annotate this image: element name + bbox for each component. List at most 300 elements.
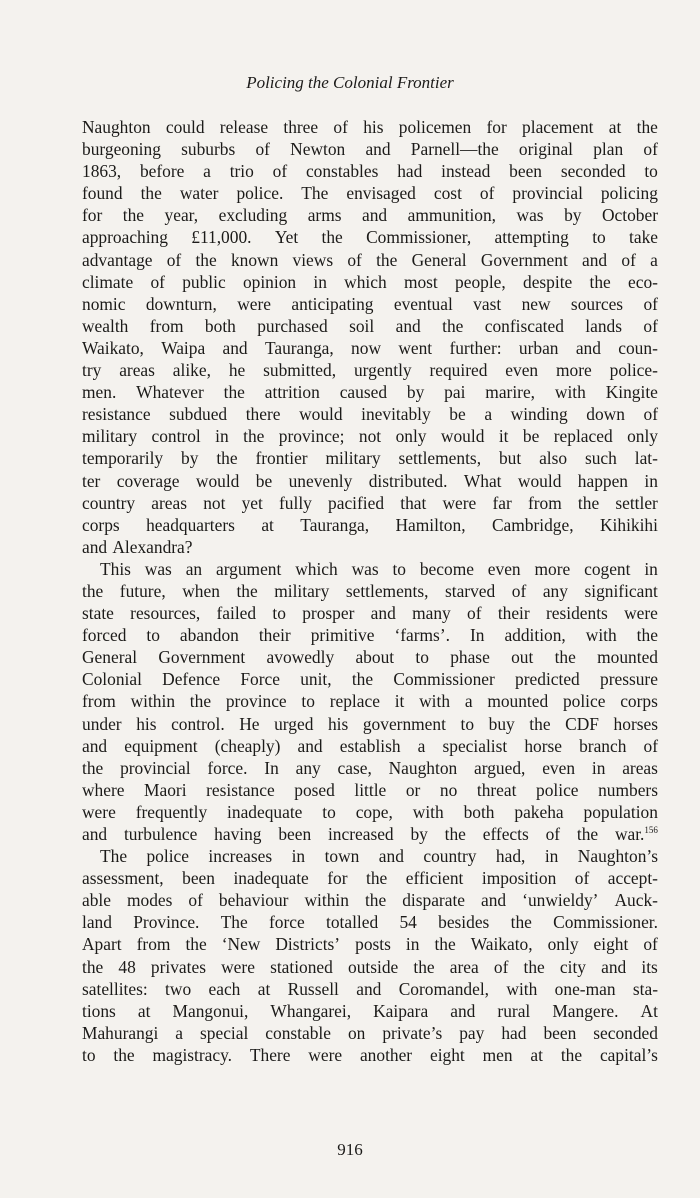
word: tions xyxy=(82,1000,116,1021)
word: been xyxy=(543,1022,577,1043)
word: for xyxy=(82,205,103,226)
word: a xyxy=(175,1022,184,1043)
word: horse xyxy=(524,735,562,756)
text-line xyxy=(82,801,658,823)
word: new xyxy=(521,293,551,314)
word: posed xyxy=(294,779,335,800)
word: Mahurangi xyxy=(82,1022,159,1043)
word: any xyxy=(542,580,568,601)
word: Waikato, xyxy=(82,337,144,358)
word: assessment, xyxy=(82,868,164,889)
word: Auck- xyxy=(614,890,658,911)
word: totalled xyxy=(326,912,379,933)
text-line xyxy=(82,602,658,624)
word: required xyxy=(429,360,488,381)
word: at xyxy=(530,1044,543,1065)
word: envisaged xyxy=(346,183,416,204)
word: of xyxy=(643,934,658,955)
word: phase xyxy=(450,647,490,668)
word: military xyxy=(274,580,330,601)
text-line xyxy=(82,138,658,160)
word: Kingite xyxy=(605,382,658,403)
word: future, xyxy=(119,580,166,601)
word: were xyxy=(221,956,255,977)
word: Kaipara xyxy=(373,1000,429,1021)
word: of xyxy=(621,249,636,270)
text-line xyxy=(82,757,658,779)
word: increases xyxy=(208,846,273,867)
word: from xyxy=(527,492,562,513)
word: by xyxy=(406,382,425,403)
word: three xyxy=(283,117,319,137)
word: would xyxy=(195,470,240,491)
word: out xyxy=(511,647,534,668)
word: police xyxy=(562,691,606,712)
word: resistance xyxy=(206,779,275,800)
word: and xyxy=(365,139,391,160)
word: and xyxy=(395,315,421,336)
word: corps xyxy=(620,691,658,712)
word: Parnell—the xyxy=(410,139,499,160)
word: take xyxy=(629,227,658,248)
running-head: Policing the Colonial Frontier xyxy=(246,73,454,92)
word: little xyxy=(354,779,387,800)
word: in xyxy=(591,757,606,778)
text-line xyxy=(82,226,658,248)
word: even xyxy=(487,558,521,579)
word: of xyxy=(643,315,658,336)
word: the xyxy=(216,448,238,469)
word: of xyxy=(255,139,270,160)
word: by xyxy=(410,824,428,844)
word: opinion xyxy=(242,271,297,292)
word: the xyxy=(82,757,104,778)
word: year, xyxy=(164,205,199,226)
word: constables xyxy=(305,161,379,182)
word: to xyxy=(272,603,286,624)
word: Naughton xyxy=(388,757,458,778)
word: (cheaply) xyxy=(214,735,281,756)
word: unevenly xyxy=(288,470,353,491)
word: an xyxy=(185,558,203,579)
word: abandon xyxy=(179,625,239,646)
word: starved xyxy=(444,580,496,601)
word: force xyxy=(269,912,305,933)
word: the xyxy=(529,713,551,734)
word: anticipating xyxy=(291,293,374,314)
word: military xyxy=(325,448,381,469)
word: excluding xyxy=(218,205,288,226)
word: yet xyxy=(241,492,263,513)
text-line xyxy=(82,845,658,867)
word: settler xyxy=(615,492,658,513)
word: residents xyxy=(545,603,608,624)
footnote-ref: 156 xyxy=(644,825,658,835)
word: capital’s xyxy=(599,1044,658,1065)
word: only xyxy=(395,426,427,447)
word: and xyxy=(297,735,323,756)
word: wealth xyxy=(82,315,129,336)
word: even xyxy=(542,757,576,778)
word: soil xyxy=(349,315,375,336)
word: be xyxy=(255,470,273,491)
word: police xyxy=(536,779,579,800)
word: and xyxy=(356,978,382,999)
word: his xyxy=(136,713,157,734)
word: in xyxy=(215,426,229,447)
word: of xyxy=(333,117,348,137)
text-line xyxy=(82,779,658,801)
word: country xyxy=(82,492,136,513)
word: with xyxy=(554,382,586,403)
word: was xyxy=(351,558,379,579)
word: of xyxy=(643,139,658,160)
word: and xyxy=(222,337,248,358)
text-line xyxy=(82,735,658,757)
word: significant xyxy=(584,580,658,601)
word: and xyxy=(362,205,388,226)
word: in xyxy=(644,558,658,579)
word: unit, xyxy=(300,669,332,690)
word: of xyxy=(511,580,527,601)
word: area xyxy=(449,956,479,977)
text-line xyxy=(82,933,658,955)
word: could xyxy=(165,117,205,137)
word: with xyxy=(506,978,538,999)
word: 1863, xyxy=(82,161,122,182)
word: the xyxy=(376,249,398,270)
word: and xyxy=(481,890,507,911)
word: and xyxy=(378,846,404,867)
word: when xyxy=(182,580,220,601)
word: Apart xyxy=(82,934,122,955)
word: temporarily xyxy=(82,448,164,469)
word: by xyxy=(181,448,199,469)
word: the xyxy=(523,956,545,977)
word: went xyxy=(398,337,433,358)
word: public xyxy=(182,271,226,292)
word: and xyxy=(582,249,608,270)
word: urban xyxy=(518,337,559,358)
word: eight xyxy=(593,934,629,955)
word: pay xyxy=(459,1022,485,1043)
word: most xyxy=(403,271,438,292)
word: with xyxy=(419,691,451,712)
word: only xyxy=(627,426,658,447)
text-line xyxy=(82,1000,658,1022)
word: Maori xyxy=(144,779,187,800)
text-line xyxy=(82,381,658,403)
word: provincial xyxy=(512,183,583,204)
text-line xyxy=(82,646,658,668)
text-line xyxy=(82,558,658,580)
word: In xyxy=(264,757,279,778)
page-number: 916 xyxy=(337,1140,363,1159)
text-line xyxy=(82,315,658,337)
word: mounted xyxy=(597,647,658,668)
word: the xyxy=(442,315,464,336)
word: two xyxy=(165,978,192,999)
word: only xyxy=(547,934,579,955)
word: Commissioner xyxy=(393,669,495,690)
word: of xyxy=(479,183,495,204)
word: The xyxy=(100,846,128,867)
word: been xyxy=(278,824,312,844)
text-line xyxy=(82,447,658,469)
word: pai xyxy=(444,382,466,403)
word: for xyxy=(486,117,507,137)
word: the xyxy=(351,669,374,690)
word: would xyxy=(299,404,343,425)
word: horses xyxy=(613,713,658,734)
word: there xyxy=(245,404,281,425)
word: of xyxy=(150,271,165,292)
text-line xyxy=(82,690,658,712)
word: Cambridge, xyxy=(491,514,574,535)
word: Yet xyxy=(274,227,299,248)
word: been xyxy=(182,868,215,889)
text-line xyxy=(82,116,658,138)
word: the xyxy=(636,117,658,137)
word: men. xyxy=(82,382,117,403)
word: to xyxy=(592,227,606,248)
body-text xyxy=(82,116,658,1066)
word: the xyxy=(82,956,104,977)
word: General xyxy=(82,647,138,668)
word: it xyxy=(498,426,509,447)
word: CDF xyxy=(565,713,599,734)
text-line xyxy=(82,249,658,271)
word: disparate xyxy=(402,890,465,911)
word: 48 xyxy=(118,956,136,977)
word: Province. xyxy=(133,912,200,933)
word: areas xyxy=(119,360,155,381)
word: by xyxy=(564,205,582,226)
word: that xyxy=(400,492,427,513)
word: privates xyxy=(150,956,206,977)
word: Whatever xyxy=(136,382,204,403)
word: both xyxy=(463,801,495,822)
word: He xyxy=(239,713,260,734)
word: of xyxy=(545,824,561,844)
word: £11,000. xyxy=(191,227,252,248)
word: to xyxy=(644,161,658,182)
word: Tauranga, xyxy=(300,514,370,535)
text-line xyxy=(82,514,658,536)
word: eight xyxy=(429,1044,465,1065)
word: coun- xyxy=(618,337,658,358)
word: to xyxy=(146,625,160,646)
text-line xyxy=(82,713,658,735)
word: special xyxy=(200,1022,249,1043)
word: October xyxy=(601,205,658,226)
word: attrition xyxy=(264,382,320,403)
word: had xyxy=(397,161,423,182)
word: not xyxy=(203,492,226,513)
word: rural xyxy=(497,1000,531,1021)
text-line xyxy=(82,911,658,933)
word: Government xyxy=(158,647,246,668)
text-line xyxy=(82,624,658,646)
word: the xyxy=(195,249,217,270)
word: urged xyxy=(274,713,314,734)
word: also xyxy=(539,448,568,469)
word: despite xyxy=(523,271,573,292)
word: town xyxy=(324,846,360,867)
word: frontier xyxy=(255,448,308,469)
word: the xyxy=(560,1044,583,1065)
word: Kihikihi xyxy=(599,514,658,535)
word: his xyxy=(363,117,384,137)
word: to xyxy=(460,713,475,734)
word: war.$^{156}$ xyxy=(614,824,658,844)
word: water xyxy=(179,183,219,204)
word: ‘unwieldy’ xyxy=(522,890,599,911)
word: marire, xyxy=(485,382,536,403)
word: Commissioner. xyxy=(553,912,658,933)
word: Waikato, xyxy=(470,934,533,955)
word: further: xyxy=(449,337,502,358)
word: ammunition, xyxy=(407,205,497,226)
word: now xyxy=(351,337,381,358)
word: resistance xyxy=(82,404,151,425)
word: equipment xyxy=(124,735,198,756)
word: cogent xyxy=(584,558,631,579)
word: the xyxy=(236,580,258,601)
text-line xyxy=(82,1022,658,1044)
word: the xyxy=(554,647,576,668)
word: able xyxy=(82,890,111,911)
word: threat xyxy=(476,779,517,800)
word: Hamilton, xyxy=(395,514,466,535)
word: was xyxy=(144,558,172,579)
word: Mangere. xyxy=(552,1000,619,1021)
word: posts xyxy=(355,934,391,955)
word: many xyxy=(412,603,451,624)
word: from xyxy=(82,691,116,712)
text-line xyxy=(82,403,658,425)
word: modes xyxy=(126,890,173,911)
word: corps xyxy=(82,514,120,535)
word: cost xyxy=(433,183,462,204)
word: one-man xyxy=(554,978,616,999)
text-line xyxy=(82,956,658,978)
word: more xyxy=(556,360,592,381)
word: under xyxy=(82,713,122,734)
word: at xyxy=(137,1000,151,1021)
word: happen xyxy=(577,470,629,491)
word: such xyxy=(584,448,617,469)
word: become xyxy=(419,558,474,579)
word: the xyxy=(321,227,343,248)
word: the xyxy=(223,382,245,403)
word: where xyxy=(82,779,125,800)
word: seconded xyxy=(593,1022,658,1043)
word: inevitably xyxy=(361,404,431,425)
word: province; xyxy=(278,426,345,447)
word: of xyxy=(272,161,288,182)
word: the xyxy=(185,934,207,955)
word: more xyxy=(534,558,571,579)
word: settlements, xyxy=(398,448,482,469)
word: provincial xyxy=(120,757,191,778)
word: branch xyxy=(579,735,627,756)
word: not xyxy=(358,426,382,447)
word: General xyxy=(411,249,467,270)
word: submitted, xyxy=(263,360,337,381)
word: the xyxy=(122,205,145,226)
word: try xyxy=(82,360,102,381)
word: replaced xyxy=(553,426,613,447)
word: resources, xyxy=(130,603,201,624)
word: Government xyxy=(480,249,568,270)
word: ‘farms’. xyxy=(394,625,450,646)
word: Waipa xyxy=(161,337,206,358)
word: subdued xyxy=(169,404,228,425)
word: In xyxy=(469,625,485,646)
word: Naughton xyxy=(82,117,151,137)
word: before xyxy=(139,161,185,182)
word: areas xyxy=(151,492,188,513)
word: lat- xyxy=(634,448,658,469)
word: with xyxy=(412,801,444,822)
word: coverage xyxy=(116,470,180,491)
word: control. xyxy=(171,713,225,734)
word: of xyxy=(347,249,362,270)
word: The xyxy=(220,912,248,933)
word: had xyxy=(501,1022,527,1043)
word: within xyxy=(304,890,349,911)
word: ter xyxy=(82,470,101,491)
word: Whangarei, xyxy=(270,1000,352,1021)
word: be xyxy=(449,404,466,425)
word: prosper xyxy=(302,603,355,624)
word: with xyxy=(585,625,617,646)
text-line xyxy=(82,359,658,381)
word: addition, xyxy=(504,625,566,646)
word: mounted xyxy=(487,691,549,712)
word: specialist xyxy=(442,735,508,756)
word: What xyxy=(463,470,502,491)
word: approaching xyxy=(82,227,168,248)
word: plan xyxy=(593,139,624,160)
word: 54 xyxy=(399,912,417,933)
word: their xyxy=(497,603,530,624)
word: for xyxy=(327,868,348,889)
word: primitive xyxy=(310,625,375,646)
text-line xyxy=(82,492,658,514)
word: each xyxy=(208,978,241,999)
word: cope, xyxy=(355,801,393,822)
word: eco- xyxy=(628,271,658,292)
word: found xyxy=(82,183,123,204)
word: state xyxy=(82,603,114,624)
word: and xyxy=(370,603,396,624)
word: forced xyxy=(82,625,127,646)
text-line xyxy=(82,1044,658,1066)
text-line xyxy=(82,271,658,293)
word: Commissioner, xyxy=(366,227,472,248)
word: were xyxy=(308,1044,343,1065)
word: police xyxy=(146,846,189,867)
word: numbers xyxy=(598,779,658,800)
text-line xyxy=(82,337,658,359)
word: the xyxy=(589,271,611,292)
word: been xyxy=(509,161,543,182)
word: pacified xyxy=(328,492,385,513)
word: on xyxy=(347,1022,366,1043)
word: the xyxy=(636,625,658,646)
